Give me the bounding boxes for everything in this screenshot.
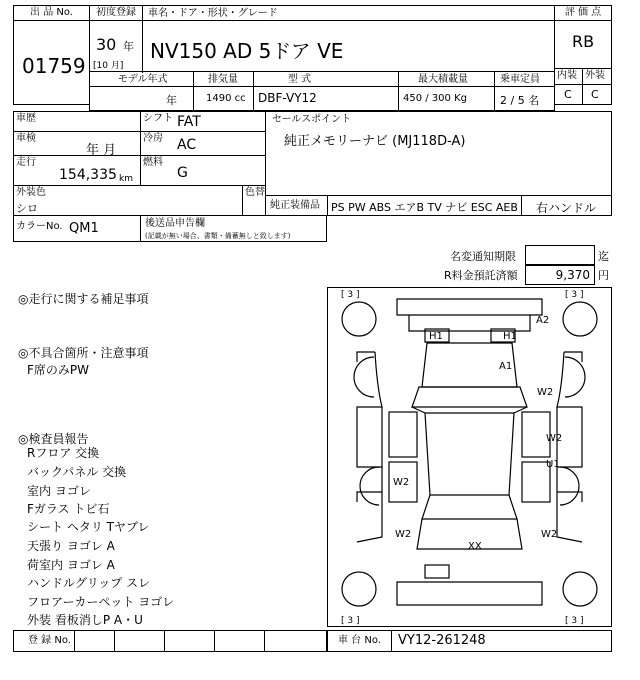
damage-mark-a1: A1 bbox=[499, 361, 513, 372]
chassis-no: VY12-261248 bbox=[398, 633, 486, 648]
first-reg-year-suffix: 年 bbox=[123, 40, 134, 53]
interior-label: 内装 bbox=[557, 70, 577, 81]
inspector-note: 荷室内 ヨゴレ A bbox=[27, 558, 115, 572]
max-load-label: 最大積載量 bbox=[418, 74, 468, 85]
corner-label-tr: [ 3 ] bbox=[565, 290, 584, 300]
sales-point: 純正メモリーナビ (MJ118D-A) bbox=[284, 134, 466, 149]
details-box bbox=[13, 111, 266, 216]
inspector-note: フロアーカーペット ヨゴレ bbox=[27, 595, 175, 609]
inspector-note: ハンドルグリップ スレ bbox=[27, 576, 151, 590]
registration-label: 登 録 No. bbox=[28, 635, 71, 646]
damage-mark-w2-l: W2 bbox=[393, 477, 410, 488]
model-year-label: モデル年式 bbox=[118, 74, 168, 85]
model-code-label: 型 式 bbox=[288, 74, 312, 85]
capacity-label: 乗車定員 bbox=[500, 74, 540, 85]
max-load: 450 / 300 Kg bbox=[403, 93, 467, 104]
inspector-note: シート ヘタリ Tヤブレ bbox=[27, 520, 150, 534]
capacity: 2 / 5 名 bbox=[500, 94, 540, 107]
driving-remarks-label: ◎走行に関する補足事項 bbox=[18, 292, 149, 306]
name-change-field bbox=[525, 245, 595, 265]
inspector-note: Rフロア 交換 bbox=[27, 446, 100, 460]
shift-value: FAT bbox=[177, 114, 201, 130]
rating-label: 評 価 点 bbox=[555, 6, 611, 21]
followup-note: (記載が無い場合、書類・備蓄無しと致します) bbox=[145, 232, 291, 240]
inspection-label: 車検 bbox=[16, 133, 36, 144]
lot-no: 01759 bbox=[22, 54, 86, 78]
corner-label-br: [ 3 ] bbox=[565, 616, 584, 626]
displacement-label: 排気量 bbox=[208, 74, 238, 85]
first-reg-month: [10 月] bbox=[93, 61, 124, 71]
recycle-unit: 円 bbox=[598, 269, 609, 282]
damage-mark-w2-rm: W2 bbox=[546, 433, 563, 444]
damage-mark-w2-rr: W2 bbox=[541, 529, 558, 540]
chassis-box bbox=[327, 630, 612, 652]
ac-value: AC bbox=[177, 137, 197, 153]
name-change-suffix: 迄 bbox=[598, 250, 609, 263]
history-label: 車歴 bbox=[16, 113, 36, 124]
damage-mark-w2-rf: W2 bbox=[537, 387, 554, 398]
model-code: DBF-VY12 bbox=[258, 91, 317, 105]
damage-mark-h1-left: H1 bbox=[429, 331, 443, 342]
defects-label: ◎不具合箇所・注意事項 bbox=[18, 346, 149, 360]
corner-label-tl: [ 3 ] bbox=[341, 290, 360, 300]
damage-mark-w2-lr: W2 bbox=[395, 529, 412, 540]
inspection-value: 年 月 bbox=[86, 143, 117, 158]
inspector-label: ◎検査員報告 bbox=[18, 432, 89, 446]
damage-mark-xx: XX bbox=[468, 541, 482, 552]
color-change-label: 色替 bbox=[245, 187, 265, 198]
exterior-color-label: 外装色 bbox=[16, 187, 46, 198]
ac-label: 冷房 bbox=[143, 133, 163, 144]
car-damage-diagram bbox=[327, 287, 612, 627]
fuel-value: G bbox=[177, 165, 188, 181]
rating-box bbox=[554, 5, 612, 105]
displacement: 1490 cc bbox=[206, 93, 246, 104]
spec-box bbox=[89, 71, 555, 111]
lot-no-box bbox=[13, 5, 90, 105]
recycle-label: R料金預託済額 bbox=[444, 269, 518, 282]
vehicle-header-box bbox=[89, 5, 555, 72]
vehicle-name: NV150 AD 5ドア VE bbox=[150, 39, 344, 63]
mileage-unit: km bbox=[119, 174, 133, 184]
inspector-note: Fガラス トビ石 bbox=[27, 502, 110, 516]
interior-grade: C bbox=[564, 88, 572, 101]
chassis-label: 車 台 No. bbox=[338, 635, 381, 646]
inspector-note: 天張り ヨゴレ A bbox=[27, 539, 115, 553]
recycle-field bbox=[525, 265, 595, 285]
defect-item: F席のみPW bbox=[27, 363, 90, 377]
damage-mark-h1-right: H1 bbox=[503, 331, 517, 342]
mileage-label: 走行 bbox=[16, 157, 36, 168]
color-no-box bbox=[13, 215, 327, 242]
damage-mark-a2: A2 bbox=[536, 315, 550, 326]
corner-label-bl: [ 3 ] bbox=[341, 616, 360, 626]
equipment-box bbox=[265, 195, 612, 216]
inspector-note: バックパネル 交換 bbox=[27, 465, 127, 479]
registration-box bbox=[13, 630, 327, 652]
name-change-label: 名変通知期限 bbox=[450, 250, 516, 263]
rating-value: RB bbox=[572, 32, 595, 51]
inspector-note: 室内 ヨゴレ bbox=[27, 484, 91, 498]
equipment: PS PW ABS エアB TV ナビ ESC AEB bbox=[331, 201, 518, 214]
mileage-value: 154,335 bbox=[59, 167, 117, 183]
first-reg-label: 初度登録 bbox=[90, 6, 143, 21]
vehicle-info-label: 車名・ドア・形状・グレード bbox=[148, 8, 278, 19]
lot-no-label: 出 品 No. bbox=[14, 6, 89, 21]
color-no: QM1 bbox=[69, 221, 99, 236]
shift-label: シフト bbox=[143, 113, 173, 124]
exterior-grade: C bbox=[591, 88, 599, 101]
damage-mark-u1: U1 bbox=[546, 459, 560, 470]
first-reg-year: 30 bbox=[96, 35, 117, 54]
model-year-unit: 年 bbox=[166, 94, 177, 107]
fuel-label: 燃料 bbox=[143, 157, 163, 168]
followup-label: 後送品申告欄 bbox=[145, 218, 205, 229]
exterior-label: 外装 bbox=[585, 70, 605, 81]
steering-side: 右ハンドル bbox=[536, 201, 597, 215]
color-no-label: カラーNo. bbox=[16, 221, 63, 232]
exterior-color: シロ bbox=[16, 202, 38, 215]
sales-point-box bbox=[265, 111, 612, 196]
recycle-amount: 9,370 bbox=[555, 268, 590, 282]
inspector-note: 外装 看板消しP A・U bbox=[27, 613, 143, 627]
equipment-label: 純正装備品 bbox=[270, 200, 320, 211]
sales-point-label: セールスポイント bbox=[272, 114, 352, 125]
